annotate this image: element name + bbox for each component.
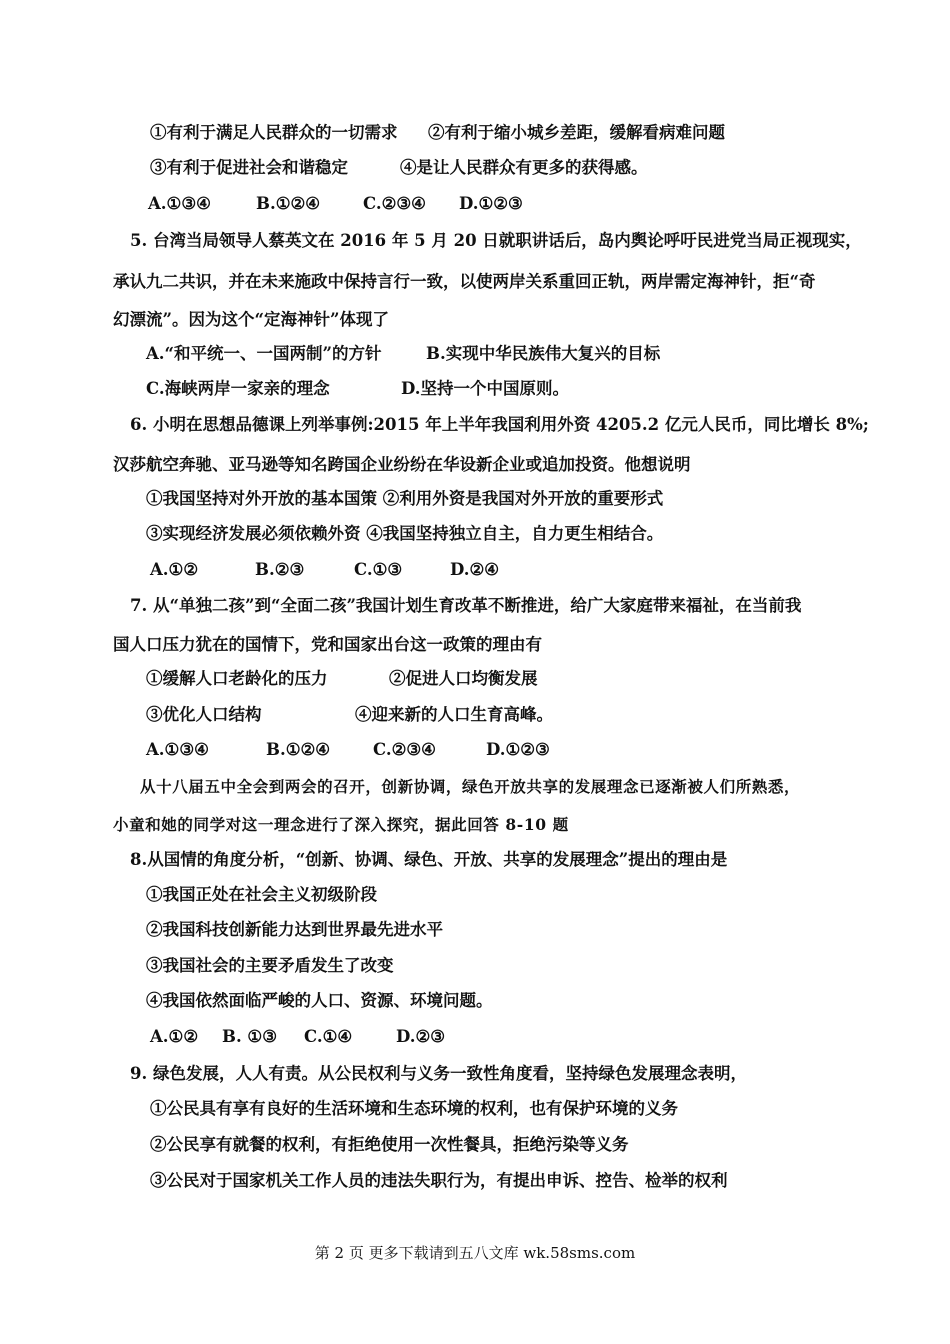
q6-items-1-2: ①我国坚持对外开放的基本国策 ②利用外资是我国对外开放的重要形式 [146,489,664,508]
q4-item-2: ②有利于缩小城乡差距，缓解看病难问题 [428,123,725,142]
q4-options [148,193,523,215]
q5-stem-line-2: 承认九二共识，并在未来施政中保持言行一致，以使两岸关系重回正轨，两岸需定海神针，拒“奇 [113,272,816,291]
section-intro-line-2: 小童和她的同学对这一理念进行了深入探究，据此回答 8-10 题 [113,815,569,834]
q7-option-b: B.①②④ [266,740,331,759]
q6-stem-line-2: 汉莎航空奔驰、亚马逊等知名跨国企业纷纷在华设新企业或追加投资。他想说明 [113,455,691,474]
q6-option-d: D.②④ [450,560,500,579]
q5-stem-line-3: 幻漂流”。因为这个“定海神针”体现了 [113,310,389,329]
q8-item-3: ③我国社会的主要矛盾发生了改变 [146,956,394,975]
q8-item-4: ④我国依然面临严峻的人口、资源、环境问题。 [146,991,493,1010]
section-intro-line-1: 从十八届五中全会到两会的召开，创新协调，绿色开放共享的发展理念已逐渐被人们所熟悉， [140,777,801,796]
q5-option-a: A.“和平统一、一国两制”的方针 [146,344,382,363]
page-footer: 第 2 页 更多下载请到五八文库 wk.58sms.com [314,1244,636,1262]
q8-options [150,1026,445,1048]
q9-stem: 9. 绿色发展，人人有责。从公民权利与义务一致性角度看，坚持绿色发展理念表明， [130,1064,747,1083]
q7-option-a: A.①③④ [146,740,209,759]
q5-option-c: C.海峡两岸一家亲的理念 [146,379,330,398]
q7-item-4: ④迎来新的人口生育高峰。 [355,705,553,724]
q5-option-d: D.坚持一个中国原则。 [401,379,569,398]
q7-item-3: ③优化人口结构 [146,705,262,724]
q7-options [146,739,550,761]
q7-option-d: D.①②③ [486,740,550,759]
q6-items-3-4: ③实现经济发展必须依赖外资 ④我国坚持独立自主，自力更生相结合。 [146,524,664,543]
q7-stem-line-1: 7. 从“单独二孩”到“全面二孩”我国计划生育改革不断推进，给广大家庭带来福祉，在当前我 [130,596,802,615]
q6-option-b: B.②③ [255,560,305,579]
q7-option-c: C.②③④ [373,740,436,759]
q4-option-b: B.①②④ [256,194,321,213]
q8-item-1: ①我国正处在社会主义初级阶段 [146,885,377,904]
q6-options [150,559,499,581]
q7-stem-line-2: 国人口压力犹在的国情下，党和国家出台这一政策的理由有 [113,635,542,654]
q4-item-3: ③有利于促进社会和谐稳定 [150,158,348,177]
q8-option-b: B. ①③ [222,1027,278,1046]
q4-item-4: ④是让人民群众有更多的获得感。 [400,158,648,177]
q4-option-a: A.①③④ [148,194,211,213]
q8-option-d: D.②③ [396,1027,446,1046]
q9-item-1: ①公民具有享有良好的生活环境和生态环境的权利，也有保护环境的义务 [150,1099,678,1118]
q4-option-d: D.①②③ [459,194,523,213]
q6-option-c: C.①③ [354,560,403,579]
q7-item-2: ②促进人口均衡发展 [389,669,538,688]
q8-stem: 8.从国情的角度分析，“创新、协调、绿色、开放、共享的发展理念”提出的理由是 [130,850,728,869]
q5-stem-line-1: 5. 台湾当局领导人蔡英文在 2016 年 5 月 20 日就职讲话后，岛内舆论呼吁民进党当局正视现实， [130,231,862,250]
q8-item-2: ②我国科技创新能力达到世界最先进水平 [146,920,443,939]
q8-option-a: A.①② [150,1027,199,1046]
q7-item-1: ①缓解人口老龄化的压力 [146,669,328,688]
q6-stem-line-1: 6. 小明在思想品德课上列举事例:2015 年上半年我国利用外资 4205.2 亿元人民币，同比增长 8%; [130,415,869,434]
q9-item-2: ②公民享有就餐的权利，有拒绝使用一次性餐具，拒绝污染等义务 [150,1135,629,1154]
q5-option-b: B.实现中华民族伟大复兴的目标 [426,344,661,363]
q4-option-c: C.②③④ [363,194,426,213]
q9-item-3: ③公民对于国家机关工作人员的违法失职行为，有提出申诉、控告、检举的权利 [150,1171,728,1190]
q6-option-a: A.①② [150,560,199,579]
q4-item-1: ①有利于满足人民群众的一切需求 [150,123,398,142]
q8-option-c: C.①④ [304,1027,353,1046]
